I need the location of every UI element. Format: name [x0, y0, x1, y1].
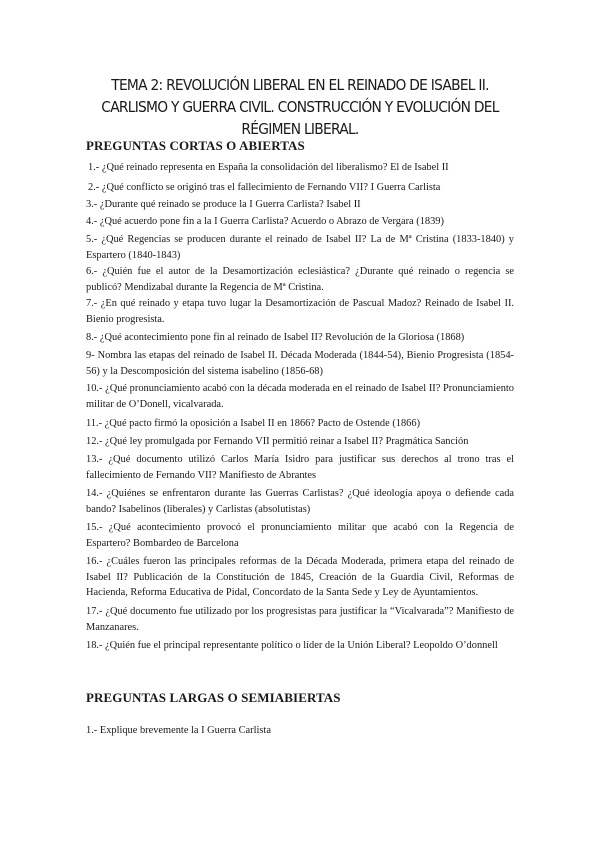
list-item: 15.- ¿Qué acontecimiento provocó el pronunciamiento militar que acabó con la Regencia de Espartero? Bombardeo de Barcelona: [86, 522, 514, 549]
list-item: 13.- ¿Qué documento utilizó Carlos María Isidro para justificar sus derechos al trono tras el fallecimiento de Fernando VII? Manifiesto de Abrantes: [86, 454, 514, 481]
list-item: 7.- ¿En qué reinado y etapa tuvo lugar la Desamortización de Pascual Madoz? Reinado de Isabel II. Bienio progresista.: [86, 298, 514, 325]
list-item: 1.- Explique brevemente la I Guerra Carlista: [86, 725, 271, 736]
list-item: 17.- ¿Qué documento fue utilizado por los progresistas para justificar la “Vicalvarada”? Manifiesto de Manzanares.: [86, 606, 514, 633]
list-item: 1.- ¿Qué reinado representa en España la consolidación del liberalismo? El de Isabel II: [88, 162, 449, 173]
section-heading-short-questions: PREGUNTAS CORTAS O ABIERTAS: [86, 138, 305, 153]
page-title: TEMA 2: REVOLUCIÓN LIBERAL EN EL REINADO DE ISABEL II. CARLISMO Y GUERRA CIVIL. CONSTRUCCIÓN Y EVOLUCIÓN DEL RÉGIMEN LIBERAL.: [101, 76, 499, 138]
list-item: 12.- ¿Qué ley promulgada por Fernando VII permitió reinar a Isabel II? Pragmática Sanción: [86, 436, 469, 447]
list-item: 9- Nombra las etapas del reinado de Isabel II. Década Moderada (1844-54), Bienio Progresista (1854-56) y la Descomposición del sistema isabelino (1856-68): [86, 350, 514, 377]
list-item: 8.- ¿Qué acontecimiento pone fin al reinado de Isabel II? Revolución de la Gloriosa (1868): [86, 332, 465, 343]
list-item: 14.- ¿Quiénes se enfrentaron durante las Guerras Carlistas? ¿Qué ideología apoya o defiende cada bando? Isabelinos (liberales) y Carlistas (absolutistas): [86, 488, 514, 515]
list-item: 6.- ¿Quién fue el autor de la Desamortización eclesiástica? ¿Durante qué reinado o regencia se publicó? Mendizabal durante la Regencia de Mª Cristina.: [86, 266, 514, 293]
list-item: 11.- ¿Qué pacto firmó la oposición a Isabel II en 1866? Pacto de Ostende (1866): [86, 418, 421, 429]
list-item: 2.- ¿Qué conflicto se originó tras el fallecimiento de Fernando VII? I Guerra Carlista: [88, 182, 441, 193]
list-item: 4.- ¿Qué acuerdo pone fin a la I Guerra Carlista? Acuerdo o Abrazo de Vergara (1839): [86, 216, 444, 227]
section-heading-long-questions: PREGUNTAS LARGAS O SEMIABIERTAS: [86, 690, 341, 705]
list-item: 16.- ¿Cuáles fueron las principales reformas de la Década Moderada, primera etapa del reinado de Isabel II? Publicación de la Constitución de 1845, Creación de la Guardia Civil, Reformas de Hacienda, Reforma Educativa de Pidal, Concordato de la Santa Sede y Ley de Ayuntamientos.: [86, 556, 514, 599]
list-item: 3.- ¿Durante qué reinado se produce la I Guerra Carlista? Isabel II: [86, 199, 361, 210]
list-item: 5.- ¿Qué Regencias se producen durante el reinado de Isabel II? La de Mª Cristina (1833-1840) y Espartero (1840-1843): [86, 234, 514, 261]
list-item: 10.- ¿Qué pronunciamiento acabó con la década moderada en el reinado de Isabel II? Pronunciamiento militar de O’Donell, vicalvarada.: [86, 383, 514, 410]
list-item: 18.- ¿Quién fue el principal representante político o líder de la Unión Liberal? Leopoldo O’donnell: [86, 640, 498, 651]
